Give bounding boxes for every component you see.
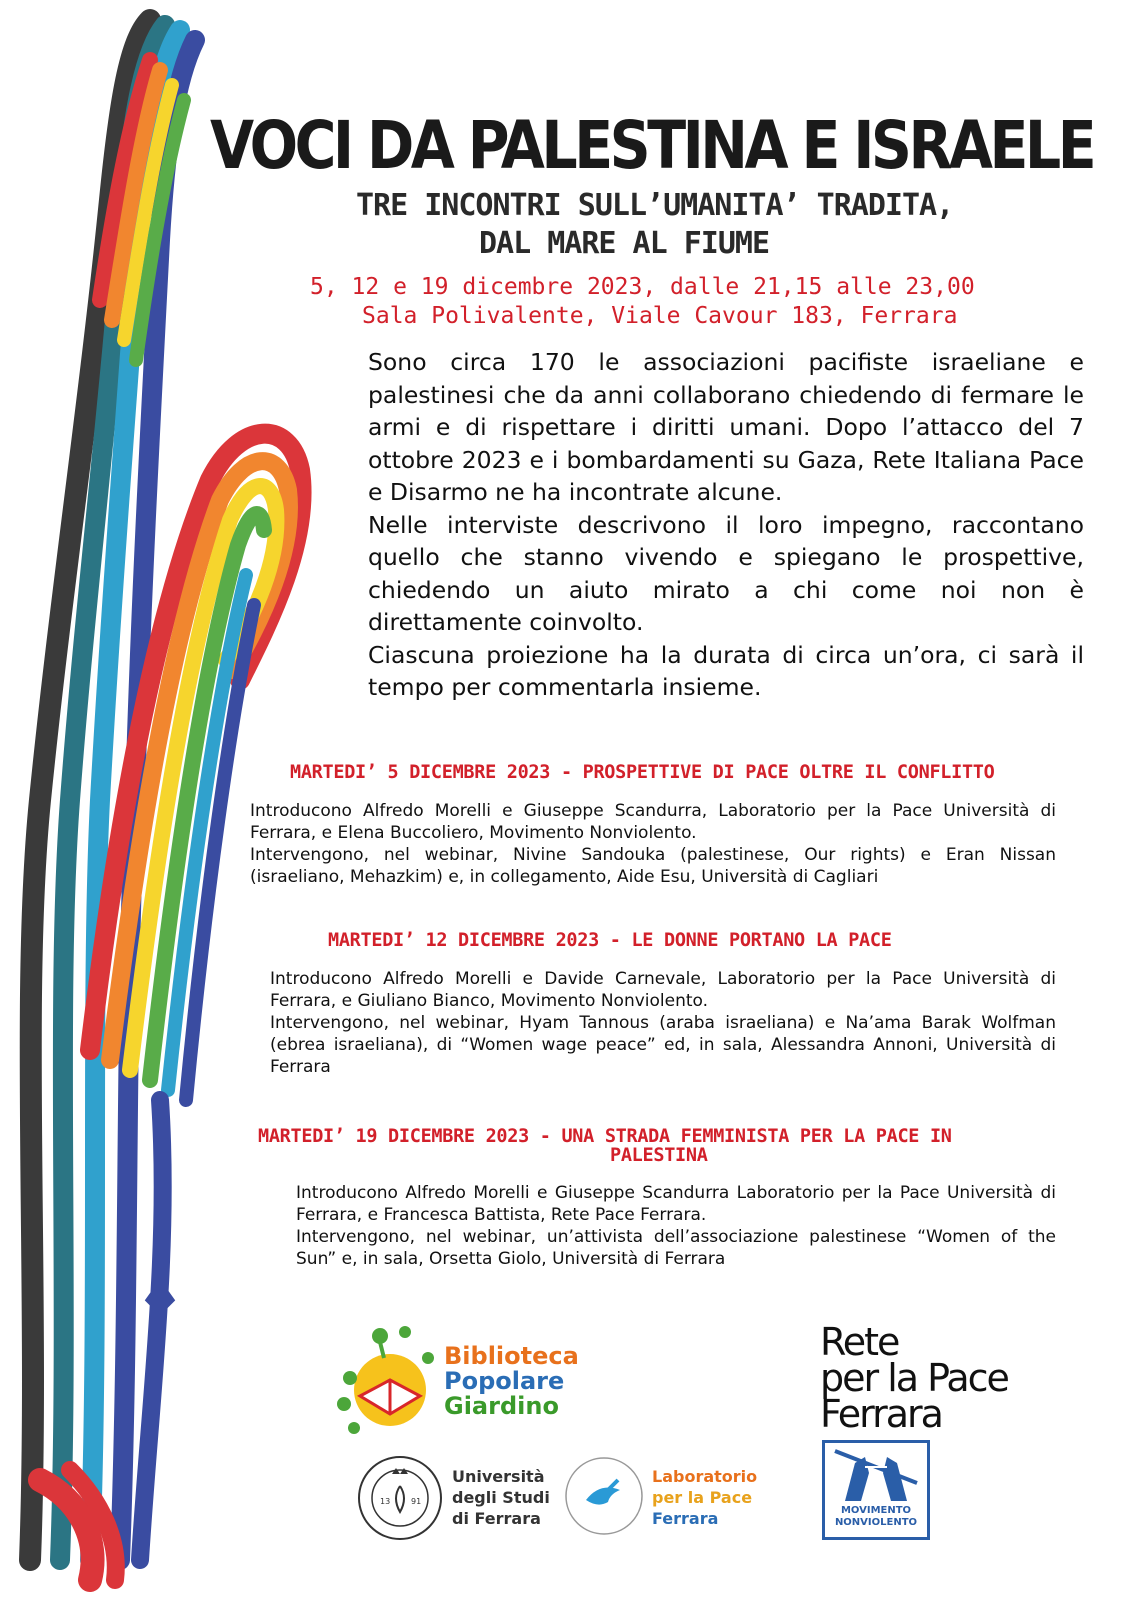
intro-text: [368, 346, 1084, 704]
biblioteca-logo-icon: [330, 1318, 450, 1438]
event-2-speakers: Intervengono, nel webinar, Hyam Tannous (araba israeliana) e Na’ama Barak Wolfman (ebrea israeliana), di “Women wage peace” ed, in sala, Alessandra Annoni, Università di Ferrara: [270, 1013, 1056, 1077]
popolare-word: Popolare: [444, 1367, 565, 1395]
laboratorio-line-1: Laboratorio: [652, 1467, 758, 1486]
event-1-speakers: Intervengono, nel webinar, Nivine Sandouka (palestinese, Our rights) e Eran Nissan (israeliano, Mehazkim) e, in collegamento, Aide Esu, Università di Cagliari: [250, 845, 1056, 887]
unife-line-2: degli Studi: [452, 1488, 550, 1507]
event-2-intro: Introducono Alfredo Morelli e Davide Carnevale, Laboratorio per la Pace Università di Ferrara, e Giuliano Bianco, Movimento Nonviolento.: [270, 969, 1056, 1011]
event-venue: Sala Polivalente, Viale Cavour 183, Ferrara: [362, 303, 958, 329]
event-3-speakers: Intervengono, nel webinar, un’attivista dell’associazione palestinese “Women of the Sun” e, in sala, Orsetta Giolo, Università di Ferrara: [296, 1227, 1056, 1269]
event-1-intro: Introducono Alfredo Morelli e Giuseppe Scandurra, Laboratorio per la Pace Università di Ferrara, e Elena Buccoliero, Movimento Nonviolento.: [250, 801, 1056, 843]
event-1-heading: MARTEDI’ 5 DICEMBRE 2023 - PROSPETTIVE DI PACE OLTRE IL CONFLITTO: [290, 762, 995, 783]
laboratorio-line-3: Ferrara: [652, 1509, 719, 1528]
unife-seal-icon: [356, 1454, 444, 1542]
event-3-intro: Introducono Alfredo Morelli e Giuseppe Scandurra Laboratorio per la Pace Università di Ferrara, e Francesca Battista, Rete Pace Ferrara.: [296, 1183, 1056, 1225]
event-title: VOCI DA PALESTINA E ISRAELE: [210, 108, 1094, 184]
intro-paragraph: Nelle interviste descrivono il loro impegno, raccontano quello che stanno vivendo e spiegano le prospettive, chiedendo un aiuto mirato a chi come noi non è direttamente coinvolto.: [368, 510, 1084, 636]
rete-line-1: Rete: [820, 1320, 899, 1364]
unife-logo-text: [452, 1466, 550, 1529]
subtitle-line-1: TRE INCONTRI SULL’UMANITA’ TRADITA,: [356, 188, 954, 223]
event-3-heading-line-1: MARTEDI’ 19 DICEMBRE 2023 - UNA STRADA FEMMINISTA PER LA PACE IN: [258, 1126, 952, 1147]
event-1-body: [250, 800, 1056, 888]
intro-paragraph: Sono circa 170 le associazioni pacifiste israeliane e palestinesi che da anni collaborano chiedendo di fermare le armi e di rispettare i diritti umani. Dopo l’attacco del 7 ottobre 2023 e i bombardamenti su Gaza, Rete Italiana Pace e Disarmo ne ha incontrate alcune.: [368, 348, 1084, 506]
rete-line-2: per la Pace: [820, 1356, 1008, 1400]
runipace-dove-icon: [562, 1454, 646, 1538]
event-dates: 5, 12 e 19 dicembre 2023, dalle 21,15 alle 23,00: [310, 274, 975, 300]
unife-line-3: di Ferrara: [452, 1509, 541, 1528]
biblioteca-logo-text: [444, 1344, 579, 1419]
giardino-word: Giardino: [444, 1392, 559, 1420]
event-3-body: [296, 1182, 1056, 1270]
rete-pace-logo-text: [820, 1320, 1008, 1436]
biblioteca-word: Biblioteca: [444, 1342, 579, 1370]
unife-seal-year-left: 13: [380, 1497, 391, 1506]
subtitle-line-2: DAL MARE AL FIUME: [479, 226, 770, 261]
movimento-nonviolento-logo-icon: [822, 1440, 930, 1540]
intro-paragraph: Ciascuna proiezione ha la durata di circa un’ora, ci sarà il tempo per commentarla insieme.: [368, 640, 1084, 701]
movimento-nonviolento-label: [825, 1505, 927, 1529]
unife-line-1: Università: [452, 1467, 545, 1486]
laboratorio-line-2: per la Pace: [652, 1488, 753, 1507]
unife-seal-year-right: 91: [411, 1497, 422, 1506]
rete-line-3: Ferrara: [820, 1392, 942, 1436]
event-2-heading: MARTEDI’ 12 DICEMBRE 2023 - LE DONNE PORTANO LA PACE: [328, 930, 892, 951]
nonviolento-word: NONVIOLENTO: [834, 1517, 918, 1528]
event-3-heading-line-2: PALESTINA: [610, 1145, 708, 1166]
event-2-body: [270, 968, 1056, 1078]
movimento-word: MOVIMENTO: [840, 1505, 912, 1516]
laboratorio-logo-text: [652, 1466, 757, 1529]
